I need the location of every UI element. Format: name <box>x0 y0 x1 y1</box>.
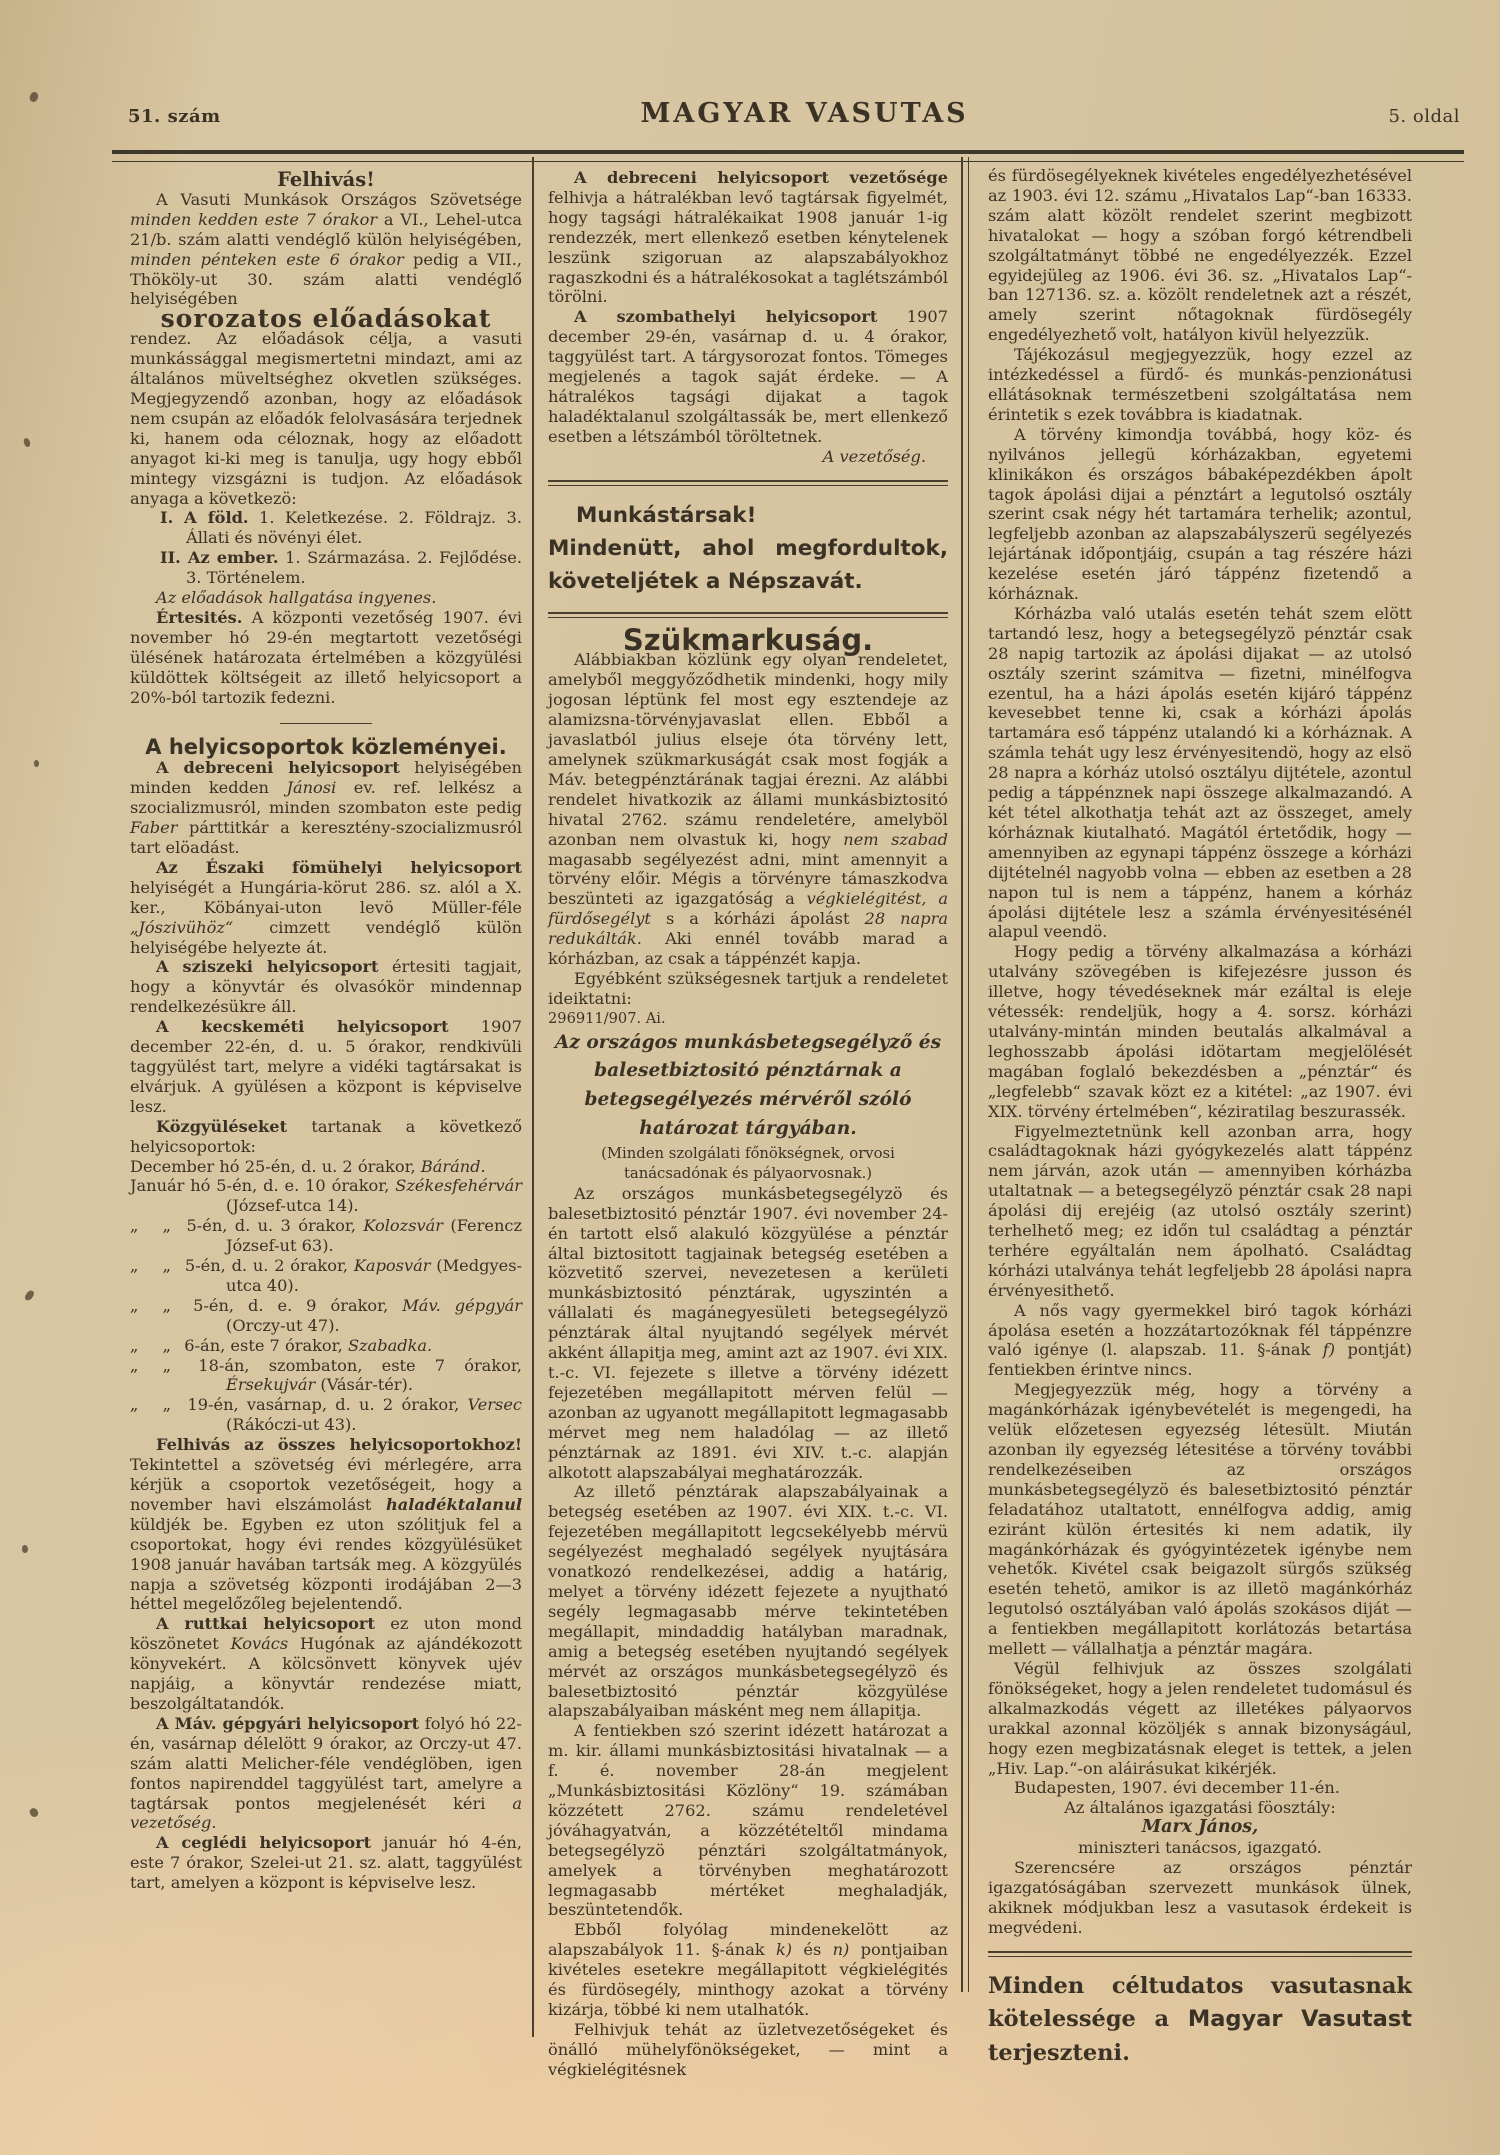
heading <box>548 532 948 565</box>
text-run: Versec <box>467 1395 522 1415</box>
ink-speck <box>28 1807 39 1819</box>
issue-number: 51. szám <box>128 106 221 127</box>
text-run: „ „ 18-án, szombaton, este 7 órakor, <box>130 1355 522 1375</box>
text-run: (Medgyes-utca 40). <box>226 1256 522 1295</box>
text-run: „Jószivühöz“ <box>130 917 234 937</box>
text-run: Marx János, <box>1141 1817 1259 1838</box>
text-run: Szabadka. <box>347 1335 433 1355</box>
paragraph <box>130 1833 522 1893</box>
divider-rule <box>548 480 948 486</box>
text-run: Egyébként szükségesnek tartjuk a rendeletet ideiktatni: <box>548 968 948 1008</box>
text-run: A ruttkai helyicsoport <box>156 1614 375 1634</box>
paragraph <box>130 1117 522 1157</box>
text-run: A nős vagy gyermekkel biró tagok kórházi ápolása esetén a hozzátartozóknak fél táppénzre való igénye (l. alapszab. 11. §-ának <box>988 1300 1412 1360</box>
text-run: A kecskeméti helyicsoport <box>156 1017 449 1037</box>
text-run: és fürdösegélyeknek kivételes engedélyezhetésével az 1903. évi 12. számu „Hivatalos Lap“-ban 16333. szám alatt közölt rendelet szerint megbizott hivatalokat — hogy a szóban forgó kétrendbeli szolgáltatmányt többé ne engedélyezzék. Ezzel egyidejüleg az 1906. évi 36. sz. „Hivatalos Lap“-ban 127136. sz. a. közölt rendeletnek azt a részét, amely szerint nőtagoknak fürdösegély engedélyezhető volt, hatályon kivül helyezzük. <box>988 166 1412 345</box>
divider-rule <box>548 612 948 618</box>
paragraph <box>130 1714 522 1833</box>
text-run: A debreceni helyicsoport <box>156 758 400 778</box>
text-run: Tekintettel a szövetség évi mérlegére, arra kérjük a csoportok vezetőségeit, hogy a november havi elszámolást <box>130 1455 522 1514</box>
text-run: értesiti tagjait, hogy a könyvtár és olvasókör mindennap rendelkezésükre áll. <box>130 957 522 1017</box>
text-run: „ „ 19-én, vasárnap, d. u. 2 órakor, <box>130 1395 468 1415</box>
text-run: A ceglédi helyicsoport <box>156 1833 372 1853</box>
text-run: (Orczy-ut 47). <box>226 1315 340 1335</box>
text-run: A Vasuti Munkások Országos Szövetsége <box>156 189 522 209</box>
text-run: A Máv. gépgyári helyicsoport <box>156 1713 420 1733</box>
text-run: Figyelmeztetnünk kell azonban arra, hogy családtagoknak házi gyógykezelés alatt táppénz nem járván, azok után — amennyiben kórházba utaltatnak — a betegsegélyzö pénztár csak 28 napi ápolási dij erejéig (az utolsó osztály szerint) terhelhető meg; ez időn tul családtag a pénztár terhére egyáltalán nem ápolható. Családtag kórházi utalványa tehát legfeljebb 28 ápolási napra érvényesithető. <box>988 1121 1412 1300</box>
heading <box>548 1144 948 1184</box>
text-run: Székesfehérvár <box>395 1176 522 1196</box>
ink-speck <box>28 91 39 103</box>
text-run: haladéktalanul <box>385 1494 522 1514</box>
text-run: Aki ennél tovább marad a kórházban, az csak a táppénzét kapja. <box>548 929 948 969</box>
text-run: minden pénteken este 6 órakor <box>130 249 404 269</box>
text-run: Mindenütt, ahol megfordultok, <box>548 535 948 561</box>
column-2 <box>548 168 948 2080</box>
text-run: végkielégitést, a fürdősegélyt <box>548 889 948 929</box>
paragraph <box>548 1184 948 1483</box>
ink-speck <box>23 437 31 447</box>
text-run: Az országos munkásbetegsegélyzö és balesetbiztositó pénztár 1907. évi november 24-én tartott első alakuló közgyülése a pénztár által biztositott tagjainak betegség esetében a közvetitő szervei, nevezetesen a kerületi munkásbiztositó pénztárak, ugyszintén a vállalati és magánegyesületi betegsegélyzö pénztárak által nyujtandó segélyek mérvét akként állapitja meg, amint azt az 1907. évi XIX. t.-c. VI. fejezete s illetve a törvény idézett fejezetében megállapitott mérven felül — azonban az ugyanott megállapitott legmagasabb mérvet meg nem haladólag — az illető pénztárnak az 1891. évi XIV. t.-c. alapján alkotott alapszabályai meghatározzák. <box>548 1183 948 1482</box>
text-run: Az országos munkásbetegsegélyző és balesetbiztositó pénztárnak a betegsegélyezés mérvéről szóló határozat tárgyában. <box>554 1031 942 1140</box>
paragraph <box>130 190 522 309</box>
heading <box>548 565 948 598</box>
heading <box>988 1818 1412 1838</box>
paragraph <box>130 608 522 708</box>
text-run: Kórházba való utalás esetén tehát szem elött tartandó lesz, hogy a betegsegélyzö pénztár csak 28 napig tartozik az ápolási dijakat — az utolsó osztály szerint számitva — fizetni, minélfogva ezentul, ha a házi ápolás esetén kijáró táppénz kevesebbet tenne ki, csak a kórházi ápolás tartamára eső táppénz utalandó ki a kórháznak. A számla tehát ugy lesz érvényesitendö, hogy az elsö 28 napra a kórház utolsó osztályu dijtétele, azontul pedig a táppénznek napi összege alkalmazandó. A két tétel alkothatja tehát azt az összeget, amely kórháznak kiutalható. Magától értetődik, hogy — amennyiben az egynapi táppénz összege a kórházi dijtételnél nagyobb volna — ebben az esetben a 28 napon tul is nem a táppénz, hanem a kórház ápolási dijtétele lesz a számla érvényesitésénél alapul veendö. <box>988 603 1412 942</box>
paragraph <box>130 758 522 858</box>
text-run: küldjék be. Egyben ez uton szólitjuk fel a csoportokat, hogy évi rendes közgyülésüket 1908 január havában tartsák meg. A közgyülés napja a szövetség központi irodájában 2—3 héttel megelőzőleg bejelentendő. <box>130 1514 522 1614</box>
paragraph <box>548 307 948 446</box>
paragraph <box>988 1380 1412 1659</box>
text-run: Az előadások hallgatása ingyenes. <box>156 588 437 608</box>
paragraph <box>548 1721 948 1920</box>
text-run: terjeszteni. <box>988 2040 1130 2067</box>
heading <box>988 1838 1412 1858</box>
text-run: minden kedden este 7 órakor <box>130 209 378 229</box>
paragraph <box>130 1157 522 1177</box>
text-run: 1907 december 22-én, d. u. 5 órakor, rendkivüli taggyülést tart, melyre a vidéki tagtársakat is elvárjuk. A gyülésen a központ is képviselve lesz. <box>130 1017 523 1116</box>
text-run: A helyicsoportok közleményei. <box>145 735 507 760</box>
paragraph <box>548 969 948 1009</box>
heading <box>130 304 522 334</box>
paragraph <box>548 168 948 307</box>
ink-speck <box>22 1545 28 1553</box>
text-run: Magyar Vasutast <box>1187 2006 1412 2033</box>
paragraph <box>988 425 1412 604</box>
heading <box>548 499 948 532</box>
text-run: I. A föld. <box>160 508 249 528</box>
text-run: Tájékozásul megjegyezzük, hogy ezzel az intézkedéssel a fürdő- és munkás-penzionátusi ellátásoknak természetbeni szolgáltatása nem érintetik s ezek továbbra is kiadatnak. <box>988 345 1412 424</box>
text-run: Báránd. <box>420 1156 486 1176</box>
text-run: A szombathelyi helyicsoport <box>574 307 878 327</box>
text-run: a vezetőség. <box>130 1793 522 1833</box>
text-run: k) <box>775 1940 793 1960</box>
paragraph <box>548 650 948 969</box>
paragraph <box>548 1920 948 2020</box>
paragraph <box>130 1614 522 1714</box>
paragraph <box>130 1017 522 1117</box>
text-run: Hogy pedig a törvény alkalmazása a kórházi utalvány szövegében is kifejezésre jusson és illetve, hogy tévedéseknek már ezáltal is eleje vétessék: rendeljük, hogy a 4. sorsz. kórházi utalvány-mintán minden beutalás alkalmával a leghosszabb ápolási idötartam megjelölését magában foglaló bekezdésben a „pénztár“ és „legfelebb“ szavak közt ez a kitétel: „az 1907. évi XIX. törvény értelmében“, kéziratilag beszurassék. <box>988 942 1412 1121</box>
column-divider-1 <box>532 157 534 2037</box>
paragraph <box>130 588 522 608</box>
column-divider-2 <box>961 157 963 1992</box>
paragraph <box>130 329 522 508</box>
text-run: felhivja a hátralékban levő tagtársak figyelmét, hogy tagsági hátralékaikat 1908 január 1-ig rendezzék, mert ellenkező esetben kénytelenek leszünk szigoruan az alapszabályokhoz ragaszkodni és a hátralékosokat a taglétszámból törölni. <box>548 187 948 307</box>
heading <box>548 622 948 657</box>
paragraph <box>988 1659 1412 1778</box>
text-run: A debreceni helyicsoport vezetősége <box>574 168 948 187</box>
text-run: A törvény kimondja továbbá, hogy köz- és nyilvános jellegü kórházakban, egyetemi klinikákon és országos bábaképezdékben ápolt tagok ápolási dijai a pénztárt a legutolsó osztály szerint csak négy hét tartamára terhelik; azontul, legfeljebb azonban az alapszabályszerü segélyezés lejártának időpontjáig, csupán a tag részére házi kezelése esetén járó táppénz fizetendő a kórháznak. <box>988 424 1412 604</box>
text-run: Szerencsére az országos pénztár igazgatóságában szervezett munkások ülnek, akiknek módjukban lesz a vasutasok érdekeit is megvédeni. <box>988 1858 1412 1937</box>
text-run: magasabb segélyezést adni, mint amennyit a törvény előir. Mégis a törvényre támaszkodva beszünteti az igazgatóság a <box>548 849 948 909</box>
text-run: „ „ 5-én, d. u. 2 órakor, <box>130 1256 354 1276</box>
text-run: Megjegyezzük még, hogy a törvény a magánkórházak igénybevételét is megengedi, ha velük előzetesen egyezség létesült. Miután azonban ily egyezség létesitése a törvény további rendelkezéseiben az országos munkásbetegsegélyzö és balesetbiztositó pénztár feladatához utaltatott, ennélfogva addig, amig eziránt külön értesités ki nem adatik, ily magánkórházak és gyógyintézetek igénybe nem vehetők. Kivétel csak beigazolt sürgős szükség esetén tehetö, amikor is az illetö magánkórház legutolsó osztályában való ápolás szokásos diját — a fentiekben megállapitott korlátozás betartása mellett — vállalhatja a pénztár magára. <box>988 1380 1412 1659</box>
paragraph <box>130 548 522 588</box>
text-run: a VI., Lehel-utca 21/b. szám alatti vendéglő külön helyiségében, <box>130 209 523 249</box>
text-run: Jánosi <box>286 778 337 798</box>
column-3 <box>988 166 1412 2071</box>
header-rule <box>112 150 1464 162</box>
paragraph <box>130 508 522 548</box>
text-run: Minden céltudatos vasutasnak kötelessége a <box>988 1972 1412 2033</box>
text-run: nem szabad <box>843 829 948 849</box>
text-run: Az általános igazgatási föosztály: <box>1064 1798 1336 1818</box>
text-run: január hó 4-én, este 7 órakor, Szelei-ut 21. sz. alatt, taggyülést tart, amelyen a központ is képviselve lesz. <box>130 1833 522 1893</box>
paragraph <box>130 1296 522 1336</box>
paragraph <box>130 1176 522 1216</box>
paragraph <box>130 858 522 958</box>
text-run: 1907 december 29-én, vasárnap d. u. 4 órakor, taggyülést tart. A tárgysorozat fontos. Tömeges megjelenés a tagok saját érdeke. — A hátralékos tagsági dijakat a tagok haladéktalanul szolgáltassák be, mert ellenkező esetben a létszámból töröltetnek. <box>548 307 949 446</box>
paragraph <box>130 1435 522 1614</box>
text-run: Kovács <box>230 1634 289 1654</box>
text-run: Alábbiakban közlünk egy olyan rendeletet, amelyből meggyőződhetik mindenki, hogy mily jogosan léptünk fel most egy esztendeje az alamizsna-törvényjavaslat ellen. Ebből a javaslatból julius elseje óta törvény lett, amelynek szükmarkuságát csak most fogják a Máv. betegpénztárának tagjai érezni. Az alábbi rendelet hivatkozik az állami munkásbiztositó hivatal 2762. számu rendeletére, amelyböl azonban nem olvastuk ki, hogy <box>548 650 948 849</box>
text-run: „ „ 5-én, d. e. 9 órakor, <box>130 1295 403 1315</box>
text-run: II. Az ember. <box>160 548 279 568</box>
text-run: 1. Keletkezése. 2. Földrajz. 3. Állati és növényi élet. <box>186 508 522 548</box>
text-run: sorozatos előadásokat <box>160 304 492 334</box>
text-run: Hugónak az ajándékozott könyvekért. A kölcsönvett könyvek ujév napjáig, a könyvtár rendezése miatt, beszolgáltatandók. <box>130 1634 522 1713</box>
heading <box>988 1970 1412 2071</box>
text-run: 1. Származása. 2. Fejlődése. 3. Történelem. <box>186 548 522 588</box>
paragraph <box>988 1301 1412 1381</box>
text-run: miniszteri tanácsos, igazgató. <box>1078 1838 1322 1858</box>
paragraph <box>130 957 522 1017</box>
text-run: és <box>792 1940 833 1960</box>
paragraph <box>548 447 948 467</box>
text-run: Ebből folyólag mindenekelött az alapszabályok 11. §-ának <box>548 1920 948 1960</box>
column-divider-2-thin <box>968 157 969 1992</box>
paragraph <box>988 166 1412 345</box>
paragraph <box>988 345 1412 425</box>
text-run: (József-utca 14). <box>226 1196 359 1216</box>
text-run: A központi vezetőség 1907. évi november hó 29-én megtartott vezetőségi ülésének határozata értelmében a közgyülési küldöttek költségeit az illető helyicsoport a 20%-ból tartozik fedezni. <box>130 607 522 707</box>
text-run: Budapesten, 1907. évi december 11-én. <box>1014 1778 1340 1798</box>
text-run: (Rákóczi-ut 43). <box>226 1415 357 1435</box>
text-run: Kolozsvár <box>363 1216 444 1236</box>
text-run: Felhivás! <box>277 168 375 191</box>
text-run: 28 napra redukálták. <box>548 909 948 949</box>
text-run: „ „ 5-én, d. u. 3 órakor, <box>130 1216 364 1236</box>
text-run: A fentiekben szó szerint idézett határozat a m. kir. állami munkásbiztositási hivatalnak — a f. é. november 28-án megjelent „Munkásbiztositási Közlöny“ 19. számában közzétett 2762. számu rendeletével jóváhagyatván, a közzétételtől mindama betegsegélyzö pénztári szolgáltatmányok, amelyek a törvényben meghatározott legmagasabb mértéket meghaladják, beszüntetendők. <box>548 1721 948 1920</box>
text-run: Faber <box>130 818 178 838</box>
text-run: ez uton mond köszönetet <box>130 1614 522 1654</box>
text-run: Felhivás az összes helyicsoportokhoz! <box>156 1435 522 1455</box>
text-run: (Ferencz József-ut 63). <box>226 1216 522 1256</box>
text-run: Január hó 5-én, d. e. 10 órakor, <box>130 1176 396 1196</box>
text-run: Az Északi fömühelyi helyicsoport <box>156 857 522 877</box>
text-run: helyiségét a Hungária-körut 286. sz. alól a X. ker., Köbányai-uton levö Müller-féle <box>130 877 522 917</box>
text-run: rendez. Az előadások célja, a vasuti munkássággal megismertetni mindazt, ami az általános müveltséghez okvetlen szükséges. Megjegyzendő azonban, hogy az előadások nem csupán az előadók felolvasására terjednek ki, hanem oda céloznak, hogy az előadott anyagot ki-ki meg is tanulja, ugy hogy ebből mintegy vizsgázni is tudjon. Az előadások anyaga a következö: <box>130 329 522 508</box>
heading <box>130 735 522 760</box>
paragraph <box>988 1778 1412 1798</box>
text-run: Kaposvár <box>353 1256 431 1276</box>
text-run: (Minden szolgálati főnökségnek, orvosi tanácsadónak és pályaorvosnak.) <box>601 1144 895 1182</box>
paragraph <box>548 2020 948 2080</box>
heading <box>130 170 522 190</box>
ink-speck <box>23 1289 35 1302</box>
paragraph <box>548 1482 948 1721</box>
text-run: Felhivjuk tehát az üzletvezetőségeket és önálló mühelyfönökségeket, — mint a végkielégitésnek <box>548 2019 948 2079</box>
paragraph <box>548 1009 948 1029</box>
text-run: A vezetőség. <box>822 446 926 466</box>
paragraph <box>130 1356 522 1396</box>
text-run: Végül felhivjuk az összes szolgálati fönökségeket, hogy a jelen rendeletet tudomásul és alkalmazkodás végett az illetékes pályaorvos urakkal azonnal közöljék s annak bizonyságául, hogy ezen megbizatásnak eleget is tettek, a jelen „Hiv. Lap.“-on aláirásukat kikérjék. <box>988 1658 1412 1778</box>
paragraph <box>130 1395 522 1435</box>
text-run: Közgyüléseket <box>156 1116 288 1136</box>
paragraph <box>988 1858 1412 1938</box>
text-run: A sziszeki helyicsoport <box>156 957 379 977</box>
page-header <box>128 98 1460 129</box>
text-run: 296911/907. Ai. <box>548 1009 666 1027</box>
text-run: pontjaiban kivételes esetekre megállapitott végkielégités és fürdösegély, minthogy azokat a törvény kizárja, többé ki nem utalhatók. <box>548 1940 948 2019</box>
text-run: Máv. gépgyár <box>402 1295 523 1315</box>
text-run: követeljétek a Népszavát. <box>548 569 863 595</box>
text-run: n) <box>832 1940 850 1960</box>
column-1 <box>130 170 522 1893</box>
page-number: 5. oldal <box>1388 106 1460 127</box>
text-run: pedig a VII., Thököly-ut 30. szám alatti vendéglő helyiségében <box>130 249 522 309</box>
divider-rule <box>988 1951 1412 1957</box>
text-run: cimzett vendéglő külön helyiségébe helyezte át. <box>130 917 522 957</box>
text-run: Munkástársak! <box>576 502 757 528</box>
paragraph <box>988 604 1412 942</box>
text-run: (Vásár-tér). <box>315 1375 413 1395</box>
text-run: helyiségében minden kedden <box>130 758 522 798</box>
text-run: ev. ref. lelkész a szocializmusról, minden szombaton este pedig <box>130 778 522 818</box>
masthead-title: MAGYAR VASUTAS <box>640 98 969 129</box>
text-run: Érsekujvár <box>226 1375 316 1395</box>
paragraph <box>988 942 1412 1121</box>
text-run: párttitkár a keresztény-szocializmusról tart elöadást. <box>130 818 522 857</box>
text-run: Az illető pénztárak alapszabályainak a betegség esetében az 1907. évi XIX. t.-c. VI. fejezetében megállapitott legcsekélyebb mérvü segélyezést meghaladó segélyek nyujtására vonatkozó rendelkezései, addig a határig, melyet a törvény idézett fejezete a nyujtható segély legmagasabb mérve tekintetében megállapit, mindaddig hatályban maradnak, amig a betegség esetében nyujtandó segélyek mérvét az országos munkásbetegsegélyzö és balesetbiztositó pénztár közgyülése alapszabályaiban másként meg nem állapitja. <box>548 1482 948 1721</box>
text-run: f) <box>1322 1340 1336 1360</box>
text-run: Értesités. <box>156 607 243 627</box>
divider-rule <box>280 723 372 724</box>
heading <box>548 1029 948 1144</box>
heading <box>988 1798 1412 1818</box>
text-run: Szükmarkuság. <box>622 622 874 657</box>
text-run: folyó hó 22-én, vasárnap délelött 9 órakor, az Orczy-ut 47. szám alatti Melicher-féle vendéglöben, igen fontos napirenddel taggyülést tart, amelyre a tagtársak pontos megjelenését kéri <box>130 1713 522 1813</box>
text-run: tartanak a következő helyicsoportok: <box>130 1116 522 1156</box>
paragraph <box>130 1336 522 1356</box>
paragraph <box>130 1256 522 1296</box>
text-run: „ „ 6-án, este 7 órakor, <box>130 1335 348 1355</box>
paragraph <box>130 1216 522 1256</box>
text-run: s a kórházi ápolást <box>650 909 865 929</box>
paragraph <box>988 1122 1412 1301</box>
text-run: pontját) fentiekben érintve nincs. <box>988 1340 1412 1380</box>
ink-speck <box>34 760 39 767</box>
text-run: December hó 25-én, d. u. 2 órakor, <box>130 1156 421 1176</box>
